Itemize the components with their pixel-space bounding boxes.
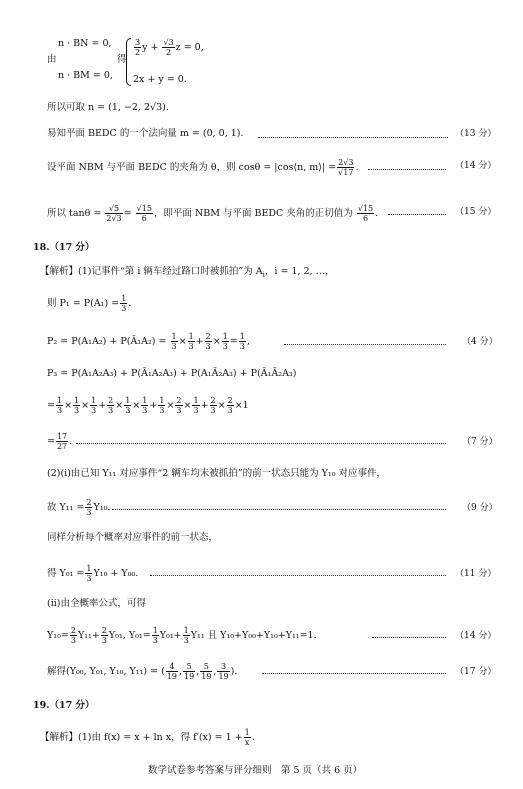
q19-analysis-intro: 【解析】(1)由 f(x) = x + ln x，得 f′(x) = 1 + $\frac{1}{x}$ .: [40, 728, 255, 747]
total-probability-equations: Y₁₀= $\frac{2}{3}$ Y₁₁+ $\frac{2}{3}$ Y₀₁, Y₀₁= $\frac{1}{3}$ Y₀₁+ $\frac{1}{3}$ Y₁₁ 且 Y₁₀+Y₀₀+Y₁₀+Y₁₁=1.: [47, 626, 317, 645]
part2-i-intro: (2)(i)由已知 Y₁₁ 对应事件“2 辆车均未被抓拍”的前一状态只能为 Y₁₀ 对应事件，: [47, 468, 387, 479]
leader-dots: [388, 214, 446, 215]
tan-theta-line: 所以 tanθ = $\frac{√5}{2√3}$ = $\frac{√15}{6}$ ，即平面 NBM 与平面 BEDC 夹角的正切值为 $\frac{√15}{6}$ .: [47, 204, 379, 223]
solution-line: 解得(Y₀₀, Y₀₁, Y₁₀, Y₁₁) = ( $\frac{4}{19}$ , $\frac{5}{19}$ , $\frac{5}{19}$ , $\frac{3}{19}$ ).: [47, 662, 238, 681]
p3-result: = $\frac{17}{27}$ .: [47, 432, 73, 451]
system-get-label: 得: [117, 54, 127, 65]
system-by-label: 由: [47, 54, 57, 65]
question-19-heading: 19.（17 分）: [33, 700, 95, 711]
score-14: （14 分）: [455, 161, 497, 171]
score-15: （15 分）: [455, 207, 497, 217]
leader-dots: [368, 169, 446, 170]
p2-line: P₂ = P(A₁A₂) + P(Ā₁A₂) = $\frac{1}{3}$ × $\frac{1}{3}$ + $\frac{2}{3}$ × $\frac{1}{3}$ = $\frac{1}{3}$ ,: [47, 332, 250, 351]
leader-dots: [150, 575, 446, 576]
question-18-heading: 18.（17 分）: [33, 242, 95, 253]
score-4: （4 分）: [462, 337, 498, 347]
q18-analysis-intro: 【解析】(1)记事件“第 i 辆车经过路口时被抓拍”为 $A_i$，i = 1, 2, …，: [40, 266, 335, 279]
leader-dots: [76, 443, 446, 444]
y11-line: 故 Y₁₁ = $\frac{2}{3}$ Y₁₀.: [47, 498, 111, 517]
leader-dots: [112, 509, 446, 510]
score-11: （11 分）: [455, 569, 497, 579]
analysis-note: 同样分析每个概率对应事件的前一状态，: [47, 532, 219, 543]
normal-vector-n: 所以可取 n = (1, −2, 2√3).: [47, 102, 169, 113]
leader-dots: [372, 637, 446, 638]
score-17: （17 分）: [455, 667, 497, 677]
p3-expansion: = $\frac{1}{3}$ × $\frac{1}{3}$ × $\frac{1}{3}$ + $\frac{2}{3}$ × $\frac{1}{3}$ × $\frac{1}{3}$ + $\frac{1}{3}$ × $\frac{2}{3}$ × $\frac{1}{3}$ + $\frac{2}{3}$ × $\frac{2}{3}$ ×1: [47, 396, 249, 415]
system-result-1: $\frac{3}{2}$ y + $\frac{√3}{2}$ z = 0,: [135, 38, 204, 57]
part2-ii-intro: (ii)由全概率公式，可得: [47, 598, 146, 609]
p1-line: 则 P₁ = P(A₁) = $\frac{1}{3}$ .: [47, 294, 132, 313]
p3-line: P₃ = P(A₁A₂A₃) + P(Ā₁A₂A₃) + P(A₁Ā₂A₃) + P(Ā₁Ā₂A₃): [47, 368, 297, 379]
score-7: （7 分）: [462, 437, 498, 447]
system-result-2: 2x + y = 0.: [133, 74, 187, 85]
page-footer: 数学试卷参考答案与评分细则 第 5 页（共 6 页）: [148, 765, 363, 776]
score-9: （9 分）: [462, 503, 498, 513]
score-14b: （14 分）: [455, 631, 497, 641]
leader-dots: [258, 137, 448, 138]
system-eq1: n · BN = 0,: [58, 38, 112, 49]
normal-vector-m: 易知平面 BEDC 的一个法向量 m = (0, 0, 1).: [47, 128, 244, 139]
system-eq2: n · BM = 0,: [58, 70, 113, 81]
leader-dots: [262, 673, 446, 674]
cos-theta-line: 设平面 NBM 与平面 BEDC 的夹角为 θ，则 cosθ = |cos⟨n, m⟩| = $\frac{2√3}{√17}$ .: [47, 158, 359, 177]
system-brace: [126, 38, 131, 86]
score-13: （13 分）: [455, 129, 497, 139]
leader-dots: [284, 344, 446, 345]
y01-line: 得 Y₀₁ = $\frac{1}{3}$ Y₁₀ + Y₀₀.: [47, 564, 139, 583]
